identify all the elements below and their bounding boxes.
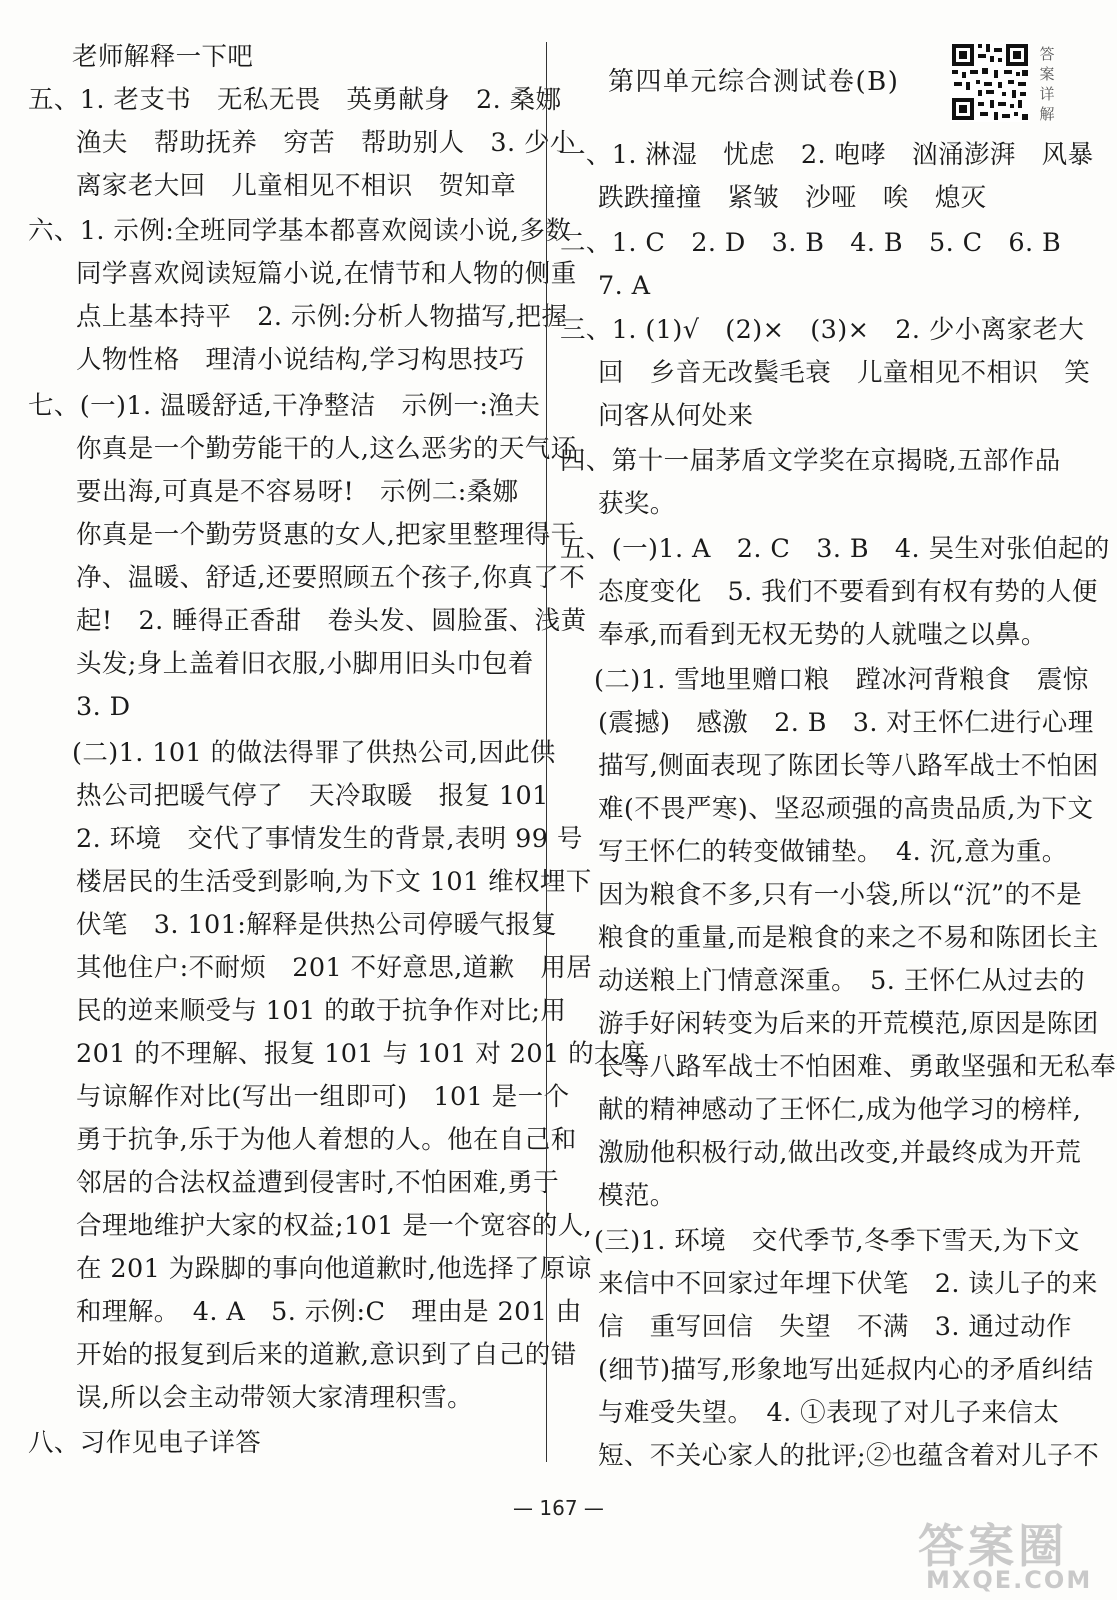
- text-line: 和理解。 4. A 5. 示例:C 理由是 201 由: [76, 1297, 582, 1327]
- text-line: 与谅解作对比(写出一组即可) 101 是一个: [76, 1082, 570, 1112]
- text-line: 获奖。: [598, 489, 676, 519]
- text-line: 老师解释一下吧: [72, 42, 254, 72]
- text-line: 渔夫 帮助抚养 穷苦 帮助别人 3. 少小: [76, 128, 576, 158]
- watermark-text: 答案圈: [918, 1519, 1068, 1573]
- text-line: 跌跌撞撞 紧皱 沙哑 唉 熄灭: [598, 183, 987, 213]
- text-line: 合理地维护大家的权益;101 是一个宽容的人,: [76, 1211, 593, 1241]
- text-line: 来信中不回家过年埋下伏笔 2. 读儿子的来: [598, 1269, 1098, 1299]
- text-line: 热公司把暖气停了 天冷取暖 报复 101: [76, 781, 549, 811]
- text-line: 201 的不理解、报复 101 与 101 对 201 的大度: [76, 1039, 646, 1069]
- text-line: 勇于抗争,乐于为他人着想的人。他在自己和: [76, 1125, 577, 1155]
- text-line: 五、(一)1. A 2. C 3. B 4. 吴生对张伯起的: [560, 534, 1110, 564]
- qr-code-icon[interactable]: [950, 42, 1030, 122]
- text-line: 四、第十一届茅盾文学奖在京揭晓,五部作品: [560, 446, 1061, 476]
- text-line: 起! 2. 睡得正香甜 卷头发、圆脸蛋、浅黄: [76, 606, 587, 636]
- text-line: 与难受失望。 4. ①表现了对儿子来信太: [598, 1398, 1060, 1428]
- text-line: 楼居民的生活受到影响,为下文 101 维权埋下: [76, 867, 592, 897]
- text-line: 回 乡音无改鬓毛衰 儿童相见不相识 笑: [598, 358, 1091, 388]
- text-line: 二、1. C 2. D 3. B 4. B 5. C 6. B: [560, 228, 1062, 258]
- text-line: 长等八路军战士不怕困难、勇敢坚强和无私奉: [598, 1052, 1117, 1082]
- text-line: 献的精神感动了王怀仁,成为他学习的榜样,: [598, 1095, 1082, 1125]
- text-line: 伏笔 3. 101:解释是供热公司停暖气报复: [76, 910, 557, 940]
- text-line: (细节)描写,形象地写出延叔内心的矛盾纠结: [598, 1355, 1094, 1385]
- text-line: 七、(一)1. 温暖舒适,干净整洁 示例一:渔夫: [28, 391, 541, 421]
- text-line: (三)1. 环境 交代季节,冬季下雪天,为下文: [594, 1226, 1080, 1256]
- text-line: 问客从何处来: [598, 401, 754, 431]
- text-line: 你真是一个勤劳能干的人,这么恶劣的天气还: [76, 434, 577, 464]
- text-line: 同学喜欢阅读短篇小说,在情节和人物的侧重: [76, 259, 577, 289]
- text-line: 3. D: [76, 692, 131, 722]
- watermark-domain: MXQE.COM: [926, 1566, 1093, 1594]
- text-line: 短、不关心家人的批评;②也蕴含着对儿子不: [598, 1441, 1100, 1471]
- text-line: 五、1. 老支书 无私无畏 英勇献身 2. 桑娜: [28, 85, 562, 115]
- text-line: 描写,侧面表现了陈团长等八路军战士不怕困: [598, 751, 1099, 781]
- text-line: 模范。: [598, 1181, 676, 1211]
- text-line: 你真是一个勤劳贤惠的女人,把家里整理得干: [76, 520, 577, 550]
- text-line: 信 重写回信 失望 不满 3. 通过动作: [598, 1312, 1072, 1342]
- text-line: 开始的报复到后来的道歉,意识到了自己的错: [76, 1340, 577, 1370]
- text-line: 态度变化 5. 我们不要看到有权有势的人便: [598, 577, 1098, 607]
- text-line: 奉承,而看到无权无势的人就嗤之以鼻。: [598, 620, 1047, 650]
- text-line: 离家老大回 儿童相见不相识 贺知章: [76, 171, 517, 201]
- text-line: 人物性格 理清小说结构,学习构思技巧: [76, 345, 525, 375]
- text-line: 因为粮食不多,只有一小袋,所以“沉”的不是: [598, 880, 1083, 910]
- text-line: 六、1. 示例:全班同学基本都喜欢阅读小说,多数: [28, 216, 572, 246]
- section-title: 第四单元综合测试卷(B): [608, 67, 900, 97]
- text-line: 其他住户:不耐烦 201 不好意思,道歉 用居: [76, 953, 593, 983]
- page-number: — 167 —: [513, 1496, 604, 1520]
- text-line: 动送粮上门情意深重。 5. 王怀仁从过去的: [598, 966, 1086, 996]
- text-line: 7. A: [598, 271, 651, 301]
- text-line: 难(不畏严寒)、坚忍顽强的高贵品质,为下文: [598, 794, 1094, 824]
- text-line: 激励他积极行动,做出改变,并最终成为开荒: [598, 1138, 1082, 1168]
- text-line: (震撼) 感激 2. B 3. 对王怀仁进行心理: [598, 708, 1094, 738]
- text-line: 误,所以会主动带领大家清理积雪。: [76, 1383, 474, 1413]
- qr-caption: 答案详解: [1039, 45, 1055, 123]
- text-line: 民的逆来顺受与 101 的敢于抗争作对比;用: [76, 996, 567, 1026]
- text-line: 在 201 为跺脚的事向他道歉时,他选择了原谅: [76, 1254, 592, 1284]
- text-line: 三、1. (1)√ (2)× (3)× 2. 少小离家老大: [560, 315, 1085, 345]
- text-line: 八、习作见电子详答: [28, 1428, 262, 1458]
- text-line: 邻居的合法权益遭到侵害时,不怕困难,勇于: [76, 1168, 560, 1198]
- text-line: 头发;身上盖着旧衣服,小脚用旧头巾包着: [76, 649, 534, 679]
- text-line: 要出海,可真是不容易呀! 示例二:桑娜: [76, 477, 519, 507]
- column-divider: [546, 42, 547, 1462]
- text-line: 游手好闲转变为后来的开荒模范,原因是陈团: [598, 1009, 1099, 1039]
- text-line: 净、温暖、舒适,还要照顾五个孩子,你真了不: [76, 563, 586, 593]
- text-line: (二)1. 雪地里赠口粮 蹚冰河背粮食 震惊: [594, 665, 1089, 695]
- text-line: 点上基本持平 2. 示例:分析人物描写,把握: [76, 302, 568, 332]
- text-line: (二)1. 101 的做法得罪了供热公司,因此供: [72, 738, 556, 768]
- text-line: 2. 环境 交代了事情发生的背景,表明 99 号: [76, 824, 583, 854]
- text-line: 粮食的重量,而是粮食的来之不易和陈团长主: [598, 923, 1099, 953]
- text-line: 一、1. 淋湿 忧虑 2. 咆哮 汹涌澎湃 风暴: [560, 140, 1094, 170]
- watermark-logo: [900, 1510, 1110, 1596]
- text-line: 写王怀仁的转变做铺垫。 4. 沉,意为重。: [598, 837, 1068, 867]
